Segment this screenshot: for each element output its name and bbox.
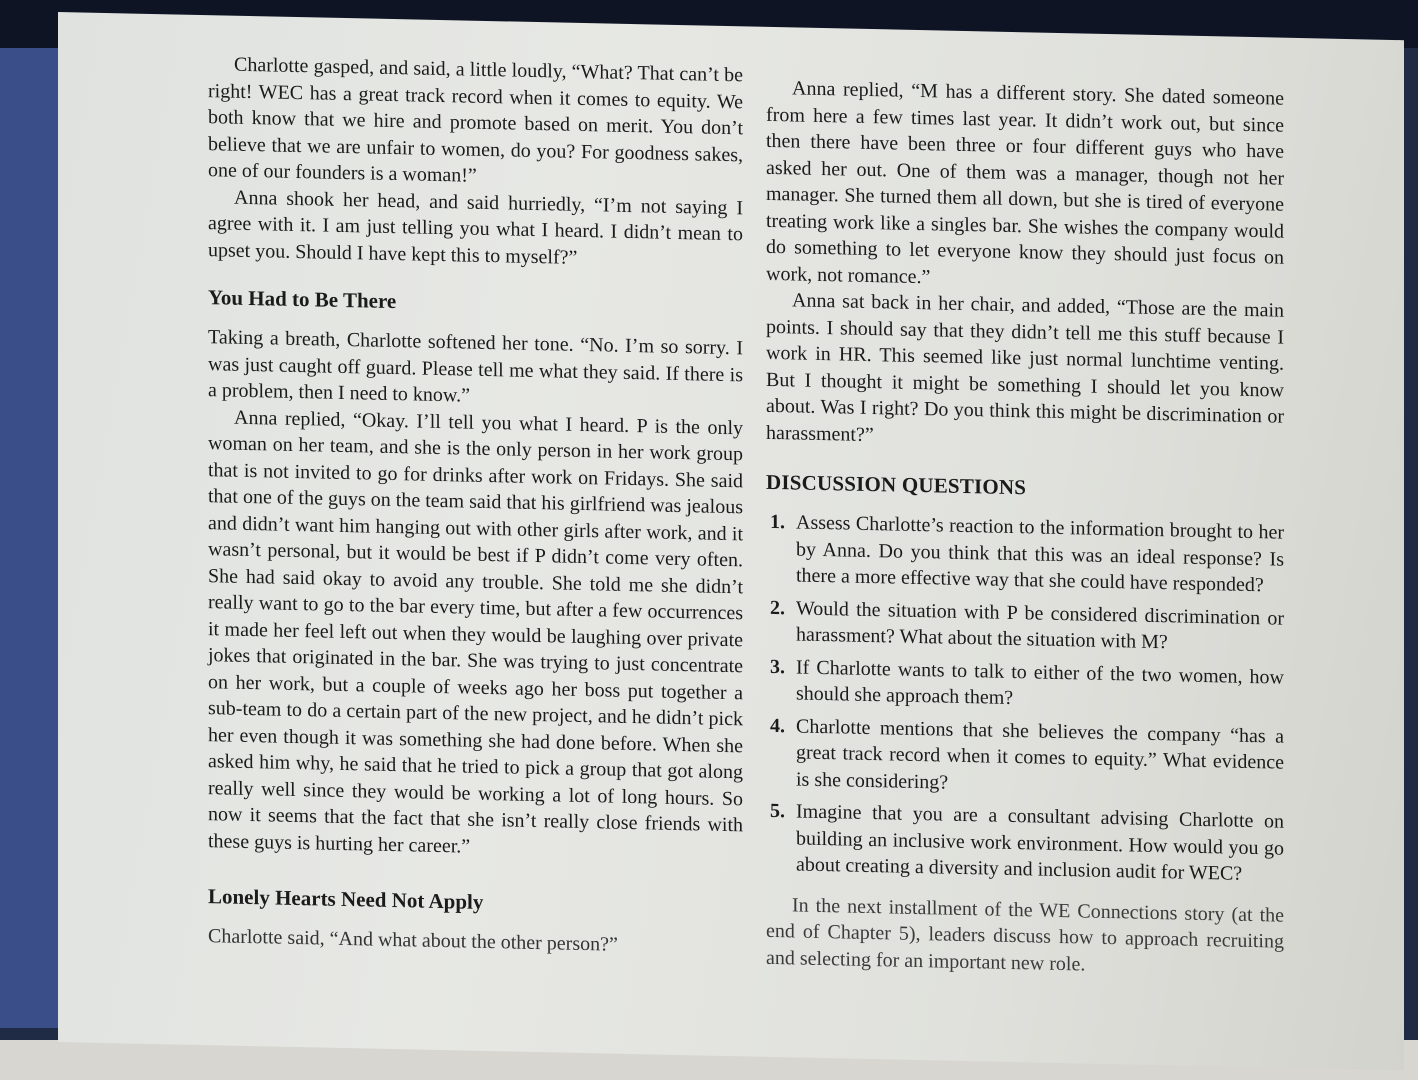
question-item xyxy=(766,594,1284,658)
question-number: 3. xyxy=(770,655,785,678)
section-heading-lonely-hearts: Lonely Hearts Need Not Apply xyxy=(208,884,484,914)
discussion-questions-heading: DISCUSSION QUESTIONS xyxy=(766,469,1027,500)
paragraph-anna-sat-back: Anna sat back in her chair, and added, “Those are the main points. I should say that they didn’t tell me this stuff because I work in HR. This seemed like just normal lunchtime venting. But I thought it might be something I should let you know about. Was I right? Do you think this might be discrimination or harassment?” xyxy=(766,289,1284,446)
paragraph-charlotte-gasped: Charlotte gasped, and said, a little loudly, “What? That can’t be right! WEC has a great track record when it comes to equity. We both know that we hire and promote based on merit. You don’t believe that we are unfair to women, do you? For goodness sakes, one of our founders is a woman!” xyxy=(208,53,743,187)
question-text: Charlotte mentions that she believes the company “has a great track record when it comes to equity.” What evidence is she considering? xyxy=(796,714,1284,794)
document-page xyxy=(58,12,1404,1070)
question-text: Imagine that you are a consultant advising Charlotte on building an inclusive work environment. How would you go about creating a diversity and inclusion audit for WEC? xyxy=(796,800,1284,885)
left-column xyxy=(208,51,743,961)
question-text: Assess Charlotte’s reaction to the information brought to her by Anna. Do you think that this was an ideal response? Is there a more effective way that she could have responded? xyxy=(796,511,1284,597)
question-text: Would the situation with P be considered discrimination or harassment? What about the situation with M? xyxy=(796,596,1284,654)
paragraph-anna-replied-p: Anna replied, “Okay. I’ll tell you what I heard. P is the only woman on her team, and she is the only person in her work group that is not invited to go for drinks after work on Fridays. She said that one of the guys on the team said that his girlfriend was jealous and didn’t want him hanging out with other girls after work, and it wasn’t personal, but it would be best if P didn’t come very often. She had said okay to avoid any trouble. She told me she didn’t really want to go to the bar every time, but after a few occurrences it made her feel left out when they would be laughing over private jokes that originated in the bar. She was trying to just concentrate on her work, but a couple of weeks ago her boss put together a sub-team to do a certain part of the new project, and he didn’t pick her even though it was something she had done before. When she asked him why, he said that he tried to pick a group that got along really well since they would be working a lot of long hours. So now it seems that the fact that she isn’t really close friends with these guys is hurting her career.” xyxy=(208,406,743,858)
question-item xyxy=(766,509,1284,599)
question-number: 2. xyxy=(770,596,785,619)
lower-text-block xyxy=(208,884,743,961)
discussion-questions-list xyxy=(766,509,1284,888)
desktop-background-edge xyxy=(0,48,58,1028)
question-item xyxy=(766,798,1284,888)
question-number: 4. xyxy=(770,714,785,737)
paragraph-charlotte-softened: Taking a breath, Charlotte softened her tone. “No. I’m so sorry. I was just caught off guard. Please tell me what they said. If there is a problem, then I need to know.” xyxy=(208,326,743,407)
closing-paragraph: In the next installment of the WE Connections story (at the end of Chapter 5), leaders discuss how to approach recruiting and selecting for an important new role. xyxy=(766,893,1284,976)
paragraph-anna-replied-m: Anna replied, “M has a different story. She dated someone from here a few times last year. It didn’t work out, but since then there have been three or four different guys who have asked her out. One of them was a manager, though not her manager. She turned them all down, but she is tired of everyone treating work like a singles bar. She wishes the company would do something to let everyone know they should just focus on work, not romance.” xyxy=(766,77,1284,288)
right-column xyxy=(766,75,1284,982)
question-item xyxy=(766,712,1284,802)
question-item xyxy=(766,653,1284,717)
question-number: 1. xyxy=(770,510,785,534)
section-heading-you-had-to-be-there: You Had to Be There xyxy=(208,285,397,314)
paragraph-anna-shook-head: Anna shook her head, and said hurriedly, “I’m not saying I agree with it. I am just telling you what I heard. I didn’t mean to upset you. Should I have kept this to myself?” xyxy=(208,186,743,269)
paragraph-other-person: Charlotte said, “And what about the other person?” xyxy=(208,925,618,956)
question-number: 5. xyxy=(770,799,785,823)
question-text: If Charlotte wants to talk to either of the two women, how should she approach them? xyxy=(796,655,1284,710)
